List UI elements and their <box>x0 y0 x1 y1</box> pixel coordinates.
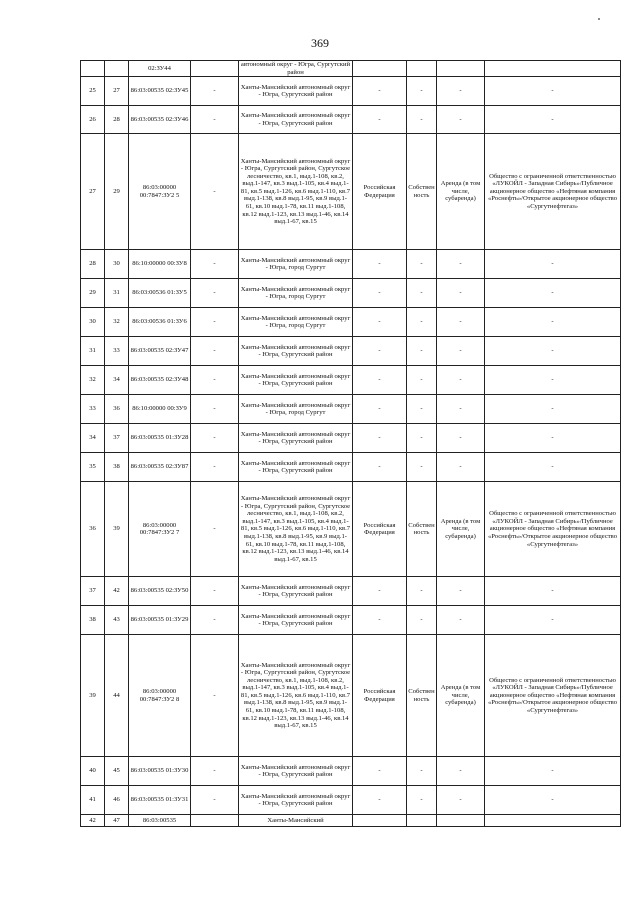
cadastral-number-cell: 86:03:00536 01:ЗУ5 <box>129 279 191 308</box>
encumbrance-cell: - <box>437 395 485 424</box>
right-type-cell: - <box>407 577 437 606</box>
table-row <box>81 815 621 827</box>
plot-number-cell: 31 <box>105 279 129 308</box>
cadastral-number-cell: 86:03:00535 02:ЗУ50 <box>129 577 191 606</box>
row-number-cell: 39 <box>81 635 105 757</box>
owner-cell: - <box>353 337 407 366</box>
row-number-cell: 37 <box>81 577 105 606</box>
cadastral-number-cell: 86:03:00000 00:7847:ЗУ2 5 <box>129 134 191 250</box>
right-type-cell: - <box>407 424 437 453</box>
plot-number-cell: 28 <box>105 106 129 134</box>
right-type-cell: - <box>407 786 437 815</box>
plot-number-cell: 29 <box>105 134 129 250</box>
rightholder-cell: Общество с ограниченной ответственностью «ЛУКОЙЛ - Западная Сибирь»/Публичное акционерное общество «Нефтяная компания «Роснефть»/Открытое акционерное общество «Сургутнефтегаз» <box>485 482 621 577</box>
address-cell: Ханты-Мансийский автономный округ - Югра, Сургутский район <box>239 77 353 106</box>
owner-cell: - <box>353 106 407 134</box>
table-row <box>81 61 621 77</box>
table-row <box>81 308 621 337</box>
table-row <box>81 424 621 453</box>
address-cell: Ханты-Мансийский автономный округ - Югра, Сургутский район, Сургутское лесничество, кв.1, выд.1-108, кв.2, выд.1-147, кв.3 выд.1-105, кв.4 выд.1-81, кв.5 выд.1-126, кв.6 выд.1-110, кв.7 выд.1-138, кв.8 выд.1-95, кв.9 выд.1-61, кв.10 выд.1-78, кв.11 выд.1-108, кв.12 выд.1-123, кв.13 выд.1-46, кв.14 выд.1-67, кв.15 <box>239 635 353 757</box>
land-plot-table <box>80 60 621 827</box>
right-type-cell: - <box>407 366 437 395</box>
rightholder-cell: - <box>485 786 621 815</box>
page-number: 369 <box>311 36 329 50</box>
area-cell <box>191 815 239 827</box>
rightholder-cell: Общество с ограниченной ответственностью «ЛУКОЙЛ - Западная Сибирь»/Публичное акционерное общество «Нефтяная компания «Роснефть»/Открытое акционерное общество «Сургутнефтегаз» <box>485 635 621 757</box>
address-cell: Ханты-Мансийский автономный округ - Югра, Сургутский район, Сургутское лесничество, кв.1, выд.1-108, кв.2, выд.1-147, кв.3 выд.1-105, кв.4 выд.1-81, кв.5 выд.1-126, кв.6 выд.1-110, кв.7 выд.1-138, кв.8 выд.1-95, кв.9 выд.1-61, кв.10 выд.1-78, кв.11 выд.1-108, кв.12 выд.1-123, кв.13 выд.1-46, кв.14 выд.1-67, кв.15 <box>239 134 353 250</box>
row-number-cell: 41 <box>81 786 105 815</box>
cadastral-number-cell: 86:03:00535 01:ЗУ30 <box>129 757 191 786</box>
cadastral-number-cell: 86:03:00535 01:ЗУ29 <box>129 606 191 635</box>
area-cell <box>191 61 239 77</box>
right-type-cell: Собственность <box>407 134 437 250</box>
plot-number-cell: 34 <box>105 366 129 395</box>
area-cell: - <box>191 606 239 635</box>
plot-number-cell: 43 <box>105 606 129 635</box>
owner-cell: - <box>353 577 407 606</box>
owner-cell: - <box>353 757 407 786</box>
owner-cell: - <box>353 786 407 815</box>
plot-number-cell: 45 <box>105 757 129 786</box>
plot-number-cell: 44 <box>105 635 129 757</box>
area-cell: - <box>191 308 239 337</box>
address-cell: Ханты-Мансийский автономный округ - Югра, Сургутский район <box>239 424 353 453</box>
right-type-cell: - <box>407 453 437 482</box>
cadastral-number-cell: 86:03:00000 00:7847:ЗУ2 8 <box>129 635 191 757</box>
table-row <box>81 757 621 786</box>
owner-cell: - <box>353 77 407 106</box>
table-row <box>81 366 621 395</box>
owner-cell: Российская Федерация <box>353 635 407 757</box>
cadastral-number-cell: 86:03:00535 02:ЗУ46 <box>129 106 191 134</box>
row-number-cell: 35 <box>81 453 105 482</box>
area-cell: - <box>191 366 239 395</box>
plot-number-cell: 37 <box>105 424 129 453</box>
row-number-cell: 26 <box>81 106 105 134</box>
encumbrance-cell: - <box>437 424 485 453</box>
plot-number-cell: 39 <box>105 482 129 577</box>
right-type-cell: - <box>407 250 437 279</box>
row-number-cell: 36 <box>81 482 105 577</box>
cadastral-number-cell: 86:03:00535 <box>129 815 191 827</box>
table-row <box>81 250 621 279</box>
table-row <box>81 337 621 366</box>
area-cell: - <box>191 77 239 106</box>
area-cell: - <box>191 635 239 757</box>
plot-number-cell: 42 <box>105 577 129 606</box>
area-cell: - <box>191 424 239 453</box>
plot-number-cell: 46 <box>105 786 129 815</box>
encumbrance-cell <box>437 61 485 77</box>
right-type-cell: - <box>407 106 437 134</box>
address-cell: Ханты-Мансийский автономный округ - Югра, Сургутский район <box>239 577 353 606</box>
right-type-cell: Собственность <box>407 635 437 757</box>
encumbrance-cell: - <box>437 577 485 606</box>
owner-cell <box>353 815 407 827</box>
rightholder-cell <box>485 61 621 77</box>
encumbrance-cell: - <box>437 786 485 815</box>
cadastral-number-cell: 86:10:00000 00:ЗУ9 <box>129 395 191 424</box>
right-type-cell: Собственность <box>407 482 437 577</box>
row-number-cell: 33 <box>81 395 105 424</box>
rightholder-cell: - <box>485 424 621 453</box>
rightholder-cell: - <box>485 308 621 337</box>
owner-cell: - <box>353 606 407 635</box>
cadastral-number-cell: 86:03:00535 02:ЗУ87 <box>129 453 191 482</box>
address-cell: Ханты-Мансийский автономный округ - Югра, город Сургут <box>239 308 353 337</box>
right-type-cell: - <box>407 337 437 366</box>
owner-cell: - <box>353 395 407 424</box>
cadastral-number-cell: 86:03:00535 02:ЗУ48 <box>129 366 191 395</box>
row-number-cell: 27 <box>81 134 105 250</box>
rightholder-cell: - <box>485 279 621 308</box>
row-number-cell: 38 <box>81 606 105 635</box>
row-number-cell: 34 <box>81 424 105 453</box>
rightholder-cell: - <box>485 395 621 424</box>
plot-number-cell <box>105 61 129 77</box>
right-type-cell: - <box>407 279 437 308</box>
row-number-cell: 42 <box>81 815 105 827</box>
owner-cell: - <box>353 453 407 482</box>
encumbrance-cell: - <box>437 337 485 366</box>
row-number-cell: 30 <box>81 308 105 337</box>
row-number-cell: 40 <box>81 757 105 786</box>
address-cell: Ханты-Мансийский автономный округ - Югра, Сургутский район <box>239 606 353 635</box>
rightholder-cell: - <box>485 453 621 482</box>
plot-number-cell: 30 <box>105 250 129 279</box>
rightholder-cell <box>485 815 621 827</box>
scan-speck <box>598 18 600 20</box>
encumbrance-cell: - <box>437 757 485 786</box>
rightholder-cell: - <box>485 366 621 395</box>
plot-number-cell: 47 <box>105 815 129 827</box>
address-cell: Ханты-Мансийский автономный округ - Югра, Сургутский район <box>239 337 353 366</box>
cadastral-number-cell: 02:ЗУ44 <box>129 61 191 77</box>
rightholder-cell: - <box>485 337 621 366</box>
area-cell: - <box>191 337 239 366</box>
encumbrance-cell: - <box>437 250 485 279</box>
area-cell: - <box>191 453 239 482</box>
owner-cell: - <box>353 250 407 279</box>
right-type-cell: - <box>407 395 437 424</box>
table-row <box>81 786 621 815</box>
right-type-cell: - <box>407 757 437 786</box>
cadastral-number-cell: 86:03:00535 01:ЗУ31 <box>129 786 191 815</box>
encumbrance-cell: - <box>437 77 485 106</box>
right-type-cell <box>407 815 437 827</box>
area-cell: - <box>191 482 239 577</box>
plot-number-cell: 38 <box>105 453 129 482</box>
address-cell: Ханты-Мансийский автономный округ - Югра, Сургутский район <box>239 786 353 815</box>
table-row <box>81 395 621 424</box>
rightholder-cell: - <box>485 250 621 279</box>
table-row <box>81 134 621 250</box>
rightholder-cell: - <box>485 77 621 106</box>
plot-number-cell: 36 <box>105 395 129 424</box>
table-row <box>81 482 621 577</box>
encumbrance-cell: - <box>437 366 485 395</box>
rightholder-cell: - <box>485 757 621 786</box>
cadastral-number-cell: 86:03:00535 01:ЗУ28 <box>129 424 191 453</box>
address-cell: автономный округ - Югра, Сургутский район <box>239 61 353 77</box>
address-cell: Ханты-Мансийский <box>239 815 353 827</box>
encumbrance-cell: - <box>437 279 485 308</box>
cadastral-number-cell: 86:03:00535 02:ЗУ47 <box>129 337 191 366</box>
row-number-cell: 32 <box>81 366 105 395</box>
address-cell: Ханты-Мансийский автономный округ - Югра, город Сургут <box>239 250 353 279</box>
right-type-cell: - <box>407 606 437 635</box>
table-row <box>81 606 621 635</box>
table-row <box>81 106 621 134</box>
table-row <box>81 279 621 308</box>
address-cell: Ханты-Мансийский автономный округ - Югра, Сургутский район <box>239 757 353 786</box>
owner-cell: - <box>353 308 407 337</box>
plot-number-cell: 32 <box>105 308 129 337</box>
address-cell: Ханты-Мансийский автономный округ - Югра, город Сургут <box>239 279 353 308</box>
area-cell: - <box>191 279 239 308</box>
encumbrance-cell: Аренда (в том числе, субаренда) <box>437 482 485 577</box>
cadastral-number-cell: 86:03:00536 01:ЗУ6 <box>129 308 191 337</box>
address-cell: Ханты-Мансийский автономный округ - Югра, Сургутский район <box>239 366 353 395</box>
rightholder-cell: - <box>485 106 621 134</box>
rightholder-cell: - <box>485 577 621 606</box>
table-row <box>81 635 621 757</box>
row-number-cell: 28 <box>81 250 105 279</box>
area-cell: - <box>191 757 239 786</box>
right-type-cell: - <box>407 308 437 337</box>
encumbrance-cell: Аренда (в том числе, субаренда) <box>437 635 485 757</box>
address-cell: Ханты-Мансийский автономный округ - Югра, Сургутский район <box>239 453 353 482</box>
owner-cell: - <box>353 424 407 453</box>
owner-cell: Российская Федерация <box>353 134 407 250</box>
encumbrance-cell: Аренда (в том числе, субаренда) <box>437 134 485 250</box>
owner-cell: - <box>353 279 407 308</box>
table-row <box>81 77 621 106</box>
encumbrance-cell: - <box>437 308 485 337</box>
row-number-cell: 25 <box>81 77 105 106</box>
table-row <box>81 577 621 606</box>
cadastral-number-cell: 86:03:00000 00:7847:ЗУ2 7 <box>129 482 191 577</box>
row-number-cell <box>81 61 105 77</box>
plot-number-cell: 33 <box>105 337 129 366</box>
right-type-cell <box>407 61 437 77</box>
cadastral-number-cell: 86:03:00535 02:ЗУ45 <box>129 77 191 106</box>
encumbrance-cell: - <box>437 453 485 482</box>
area-cell: - <box>191 395 239 424</box>
encumbrance-cell <box>437 815 485 827</box>
rightholder-cell: Общество с ограниченной ответственностью «ЛУКОЙЛ - Западная Сибирь»/Публичное акционерное общество «Нефтяная компания «Роснефть»/Открытое акционерное общество «Сургутнефтегаз» <box>485 134 621 250</box>
row-number-cell: 31 <box>81 337 105 366</box>
area-cell: - <box>191 134 239 250</box>
table-row <box>81 453 621 482</box>
encumbrance-cell: - <box>437 106 485 134</box>
address-cell: Ханты-Мансийский автономный округ - Югра, город Сургут <box>239 395 353 424</box>
area-cell: - <box>191 106 239 134</box>
area-cell: - <box>191 250 239 279</box>
cadastral-number-cell: 86:10:00000 00:ЗУ8 <box>129 250 191 279</box>
area-cell: - <box>191 577 239 606</box>
rightholder-cell: - <box>485 606 621 635</box>
owner-cell: - <box>353 366 407 395</box>
area-cell: - <box>191 786 239 815</box>
owner-cell <box>353 61 407 77</box>
encumbrance-cell: - <box>437 606 485 635</box>
address-cell: Ханты-Мансийский автономный округ - Югра, Сургутский район <box>239 106 353 134</box>
right-type-cell: - <box>407 77 437 106</box>
plot-number-cell: 27 <box>105 77 129 106</box>
row-number-cell: 29 <box>81 279 105 308</box>
address-cell: Ханты-Мансийский автономный округ - Югра, Сургутский район, Сургутское лесничество, кв.1, выд.1-108, кв.2, выд.1-147, кв.3 выд.1-105, кв.4 выд.1-81, кв.5 выд.1-126, кв.6 выд.1-110, кв.7 выд.1-138, кв.8 выд.1-95, кв.9 выд.1-61, кв.10 выд.1-78, кв.11 выд.1-108, кв.12 выд.1-123, кв.13 выд.1-46, кв.14 выд.1-67, кв.15 <box>239 482 353 577</box>
owner-cell: Российская Федерация <box>353 482 407 577</box>
